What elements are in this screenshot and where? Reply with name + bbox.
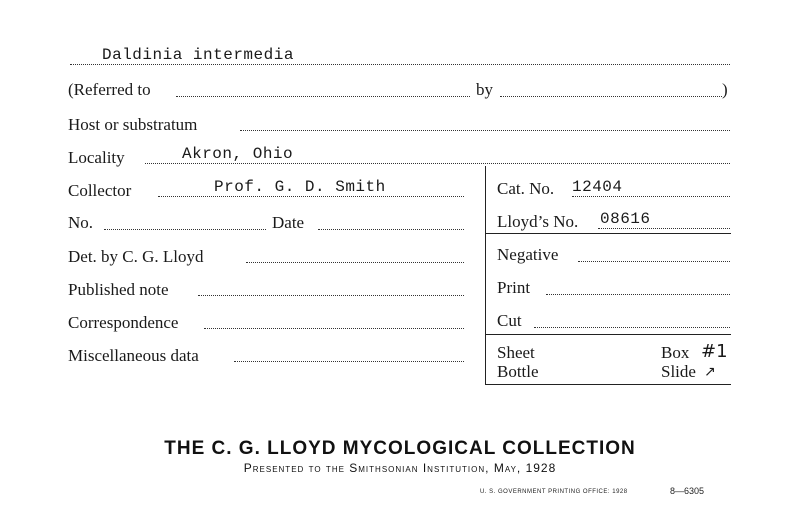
locality-value: Akron, Ohio	[182, 145, 294, 163]
det-by-label: Det. by C. G. Lloyd	[68, 247, 204, 266]
specimen-name: Daldinia intermedia	[102, 46, 294, 64]
locality-label: Locality	[68, 148, 125, 167]
name-line	[70, 64, 730, 65]
collector-value: Prof. G. D. Smith	[214, 178, 386, 196]
published-note-label: Published note	[68, 280, 169, 299]
bottle-label: Bottle	[497, 362, 539, 381]
host-line	[240, 130, 730, 131]
collection-subtitle: Presented to the Smithsonian Institution, May, 1928	[243, 461, 557, 475]
box-divider-2	[485, 334, 731, 335]
slide-handwritten-mark: ↗	[704, 364, 716, 380]
no-line	[104, 229, 266, 230]
collector-line	[158, 196, 464, 197]
lloyd-no-line	[598, 228, 730, 229]
locality-line	[145, 163, 730, 164]
print-label: Print	[497, 278, 531, 297]
cat-line	[572, 196, 730, 197]
box-bottom-border	[485, 384, 731, 385]
printing-office-note: U. S. GOVERNMENT PRINTING OFFICE: 1928	[480, 489, 628, 495]
det-by-line	[246, 262, 464, 263]
correspondence-line	[204, 328, 464, 329]
negative-label: Negative	[497, 245, 559, 264]
box-left-border	[485, 166, 486, 385]
sheet-label: Sheet	[497, 343, 535, 362]
collection-title: THE C. G. LLOYD MYCOLOGICAL COLLECTION	[164, 438, 636, 459]
form-number: 8—6305	[670, 486, 705, 496]
correspondence-label: Correspondence	[68, 313, 179, 332]
cat-label: Cat. No.	[497, 179, 555, 198]
referred-to-line	[176, 96, 470, 97]
close-paren: )	[722, 80, 728, 99]
cat-value: 12404	[572, 178, 623, 196]
date-label: Date	[272, 213, 305, 232]
slide-label: Slide	[661, 362, 696, 381]
box-handwritten-number: #1	[701, 341, 728, 362]
box-divider-1	[485, 233, 731, 234]
referred-to-label: (Referred to	[68, 80, 151, 99]
published-note-line	[198, 295, 464, 296]
by-line	[500, 96, 722, 97]
no-label: No.	[68, 213, 94, 232]
lloyd-no-value: 08616	[600, 210, 651, 228]
misc-data-label: Miscellaneous data	[68, 346, 199, 365]
date-line	[318, 229, 464, 230]
box-label: Box	[661, 343, 690, 362]
cut-line	[534, 327, 730, 328]
print-line	[546, 294, 730, 295]
collector-label: Collector	[68, 181, 132, 200]
cut-label: Cut	[497, 311, 522, 330]
by-label: by	[476, 80, 493, 99]
lloyd-no-label: Lloyd’s No.	[497, 212, 579, 231]
negative-line	[578, 261, 730, 262]
misc-data-line	[234, 361, 464, 362]
host-label: Host or substratum	[68, 115, 198, 134]
